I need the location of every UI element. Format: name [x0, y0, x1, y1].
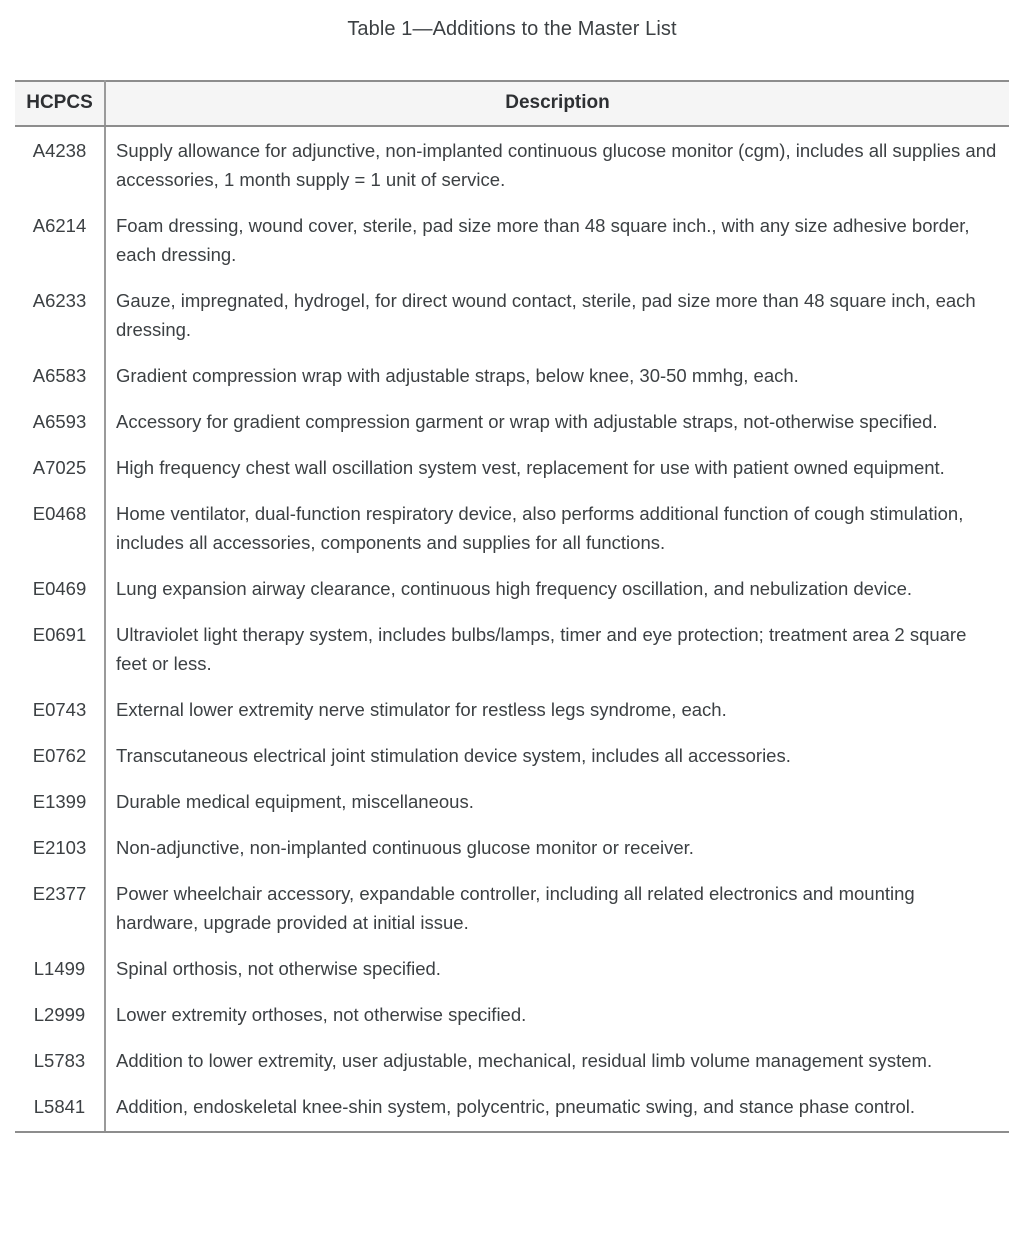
cell-description: Addition, endoskeletal knee-shin system, polycentric, pneumatic swing, and stance phase control. [116, 1096, 916, 1117]
cell-description: Accessory for gradient compression garment or wrap with adjustable straps, not-otherwise specified. [116, 411, 938, 432]
cell-hcpcs-code: L5841 [15, 1083, 105, 1131]
table-row [15, 991, 1009, 1037]
cell-hcpcs-code: A6214 [15, 202, 105, 277]
table-body [15, 126, 1009, 1131]
table-row [15, 444, 1009, 490]
column-header-hcpcs: HCPCS [15, 81, 105, 126]
cell-hcpcs-code: E0691 [15, 611, 105, 686]
cell-hcpcs-code: A7025 [15, 444, 105, 490]
cell-description: Foam dressing, wound cover, sterile, pad size more than 48 square inch., with any size adhesive border, each dressing. [116, 215, 970, 265]
cell-hcpcs-code: E2103 [15, 824, 105, 870]
cell-hcpcs-code: A4238 [15, 126, 105, 202]
table-row [15, 565, 1009, 611]
cell-description: Durable medical equipment, miscellaneous. [116, 791, 474, 812]
additions-master-list-table [15, 80, 1009, 1131]
table-row [15, 490, 1009, 565]
cell-hcpcs-code: E0468 [15, 490, 105, 565]
cell-description: Supply allowance for adjunctive, non-implanted continuous glucose monitor (cgm), includes all supplies and accessories, 1 month supply = 1 unit of service. [116, 140, 997, 190]
cell-description: Ultraviolet light therapy system, includes bulbs/lamps, timer and eye protection; treatment area 2 square feet or less. [116, 624, 967, 674]
table-container [15, 41, 1009, 1131]
cell-description: Lung expansion airway clearance, continuous high frequency oscillation, and nebulization device. [116, 578, 913, 599]
cell-description: Gauze, impregnated, hydrogel, for direct wound contact, sterile, pad size more than 48 square inch, each dressing. [116, 290, 976, 340]
cell-hcpcs-code: L5783 [15, 1037, 105, 1083]
table-row [15, 277, 1009, 352]
table-header [15, 81, 1009, 126]
cell-description: Spinal orthosis, not otherwise specified. [116, 958, 441, 979]
table-caption: Table 1—Additions to the Master List [347, 18, 677, 40]
table-row [15, 870, 1009, 945]
table-row [15, 1083, 1009, 1131]
cell-description: External lower extremity nerve stimulator for restless legs syndrome, each. [116, 699, 727, 720]
table-row [15, 611, 1009, 686]
table-row [15, 945, 1009, 991]
table-row [15, 202, 1009, 277]
cell-hcpcs-code: E0762 [15, 732, 105, 778]
table-row [15, 824, 1009, 870]
cell-description: Power wheelchair accessory, expandable controller, including all related electronics and mounting hardware, upgrade provided at initial issue. [116, 883, 915, 933]
table-row [15, 1037, 1009, 1083]
table-row [15, 732, 1009, 778]
cell-description: Lower extremity orthoses, not otherwise specified. [116, 1004, 527, 1025]
cell-hcpcs-code: E0743 [15, 686, 105, 732]
table-row [15, 126, 1009, 202]
cell-hcpcs-code: A6233 [15, 277, 105, 352]
table-row [15, 778, 1009, 824]
cell-hcpcs-code: E2377 [15, 870, 105, 945]
cell-hcpcs-code: E1399 [15, 778, 105, 824]
cell-description: Home ventilator, dual-function respiratory device, also performs additional function of cough stimulation, includes all accessories, components and supplies for all functions. [116, 503, 964, 553]
cell-description: Non-adjunctive, non-implanted continuous glucose monitor or receiver. [116, 837, 694, 858]
table-row [15, 352, 1009, 398]
cell-hcpcs-code: A6593 [15, 398, 105, 444]
table-row [15, 398, 1009, 444]
cell-description: Addition to lower extremity, user adjustable, mechanical, residual limb volume management system. [116, 1050, 933, 1071]
cell-description: Transcutaneous electrical joint stimulation device system, includes all accessories. [116, 745, 791, 766]
cell-hcpcs-code: L1499 [15, 945, 105, 991]
cell-hcpcs-code: L2999 [15, 991, 105, 1037]
table-row [15, 686, 1009, 732]
cell-description: Gradient compression wrap with adjustable straps, below knee, 30-50 mmhg, each. [116, 365, 799, 386]
cell-hcpcs-code: E0469 [15, 565, 105, 611]
cell-hcpcs-code: A6583 [15, 352, 105, 398]
table-header-row [15, 81, 1009, 126]
table-bottom-rule [15, 1131, 1009, 1133]
cell-description: High frequency chest wall oscillation system vest, replacement for use with patient owned equipment. [116, 457, 945, 478]
column-header-description: Description [105, 81, 1009, 126]
